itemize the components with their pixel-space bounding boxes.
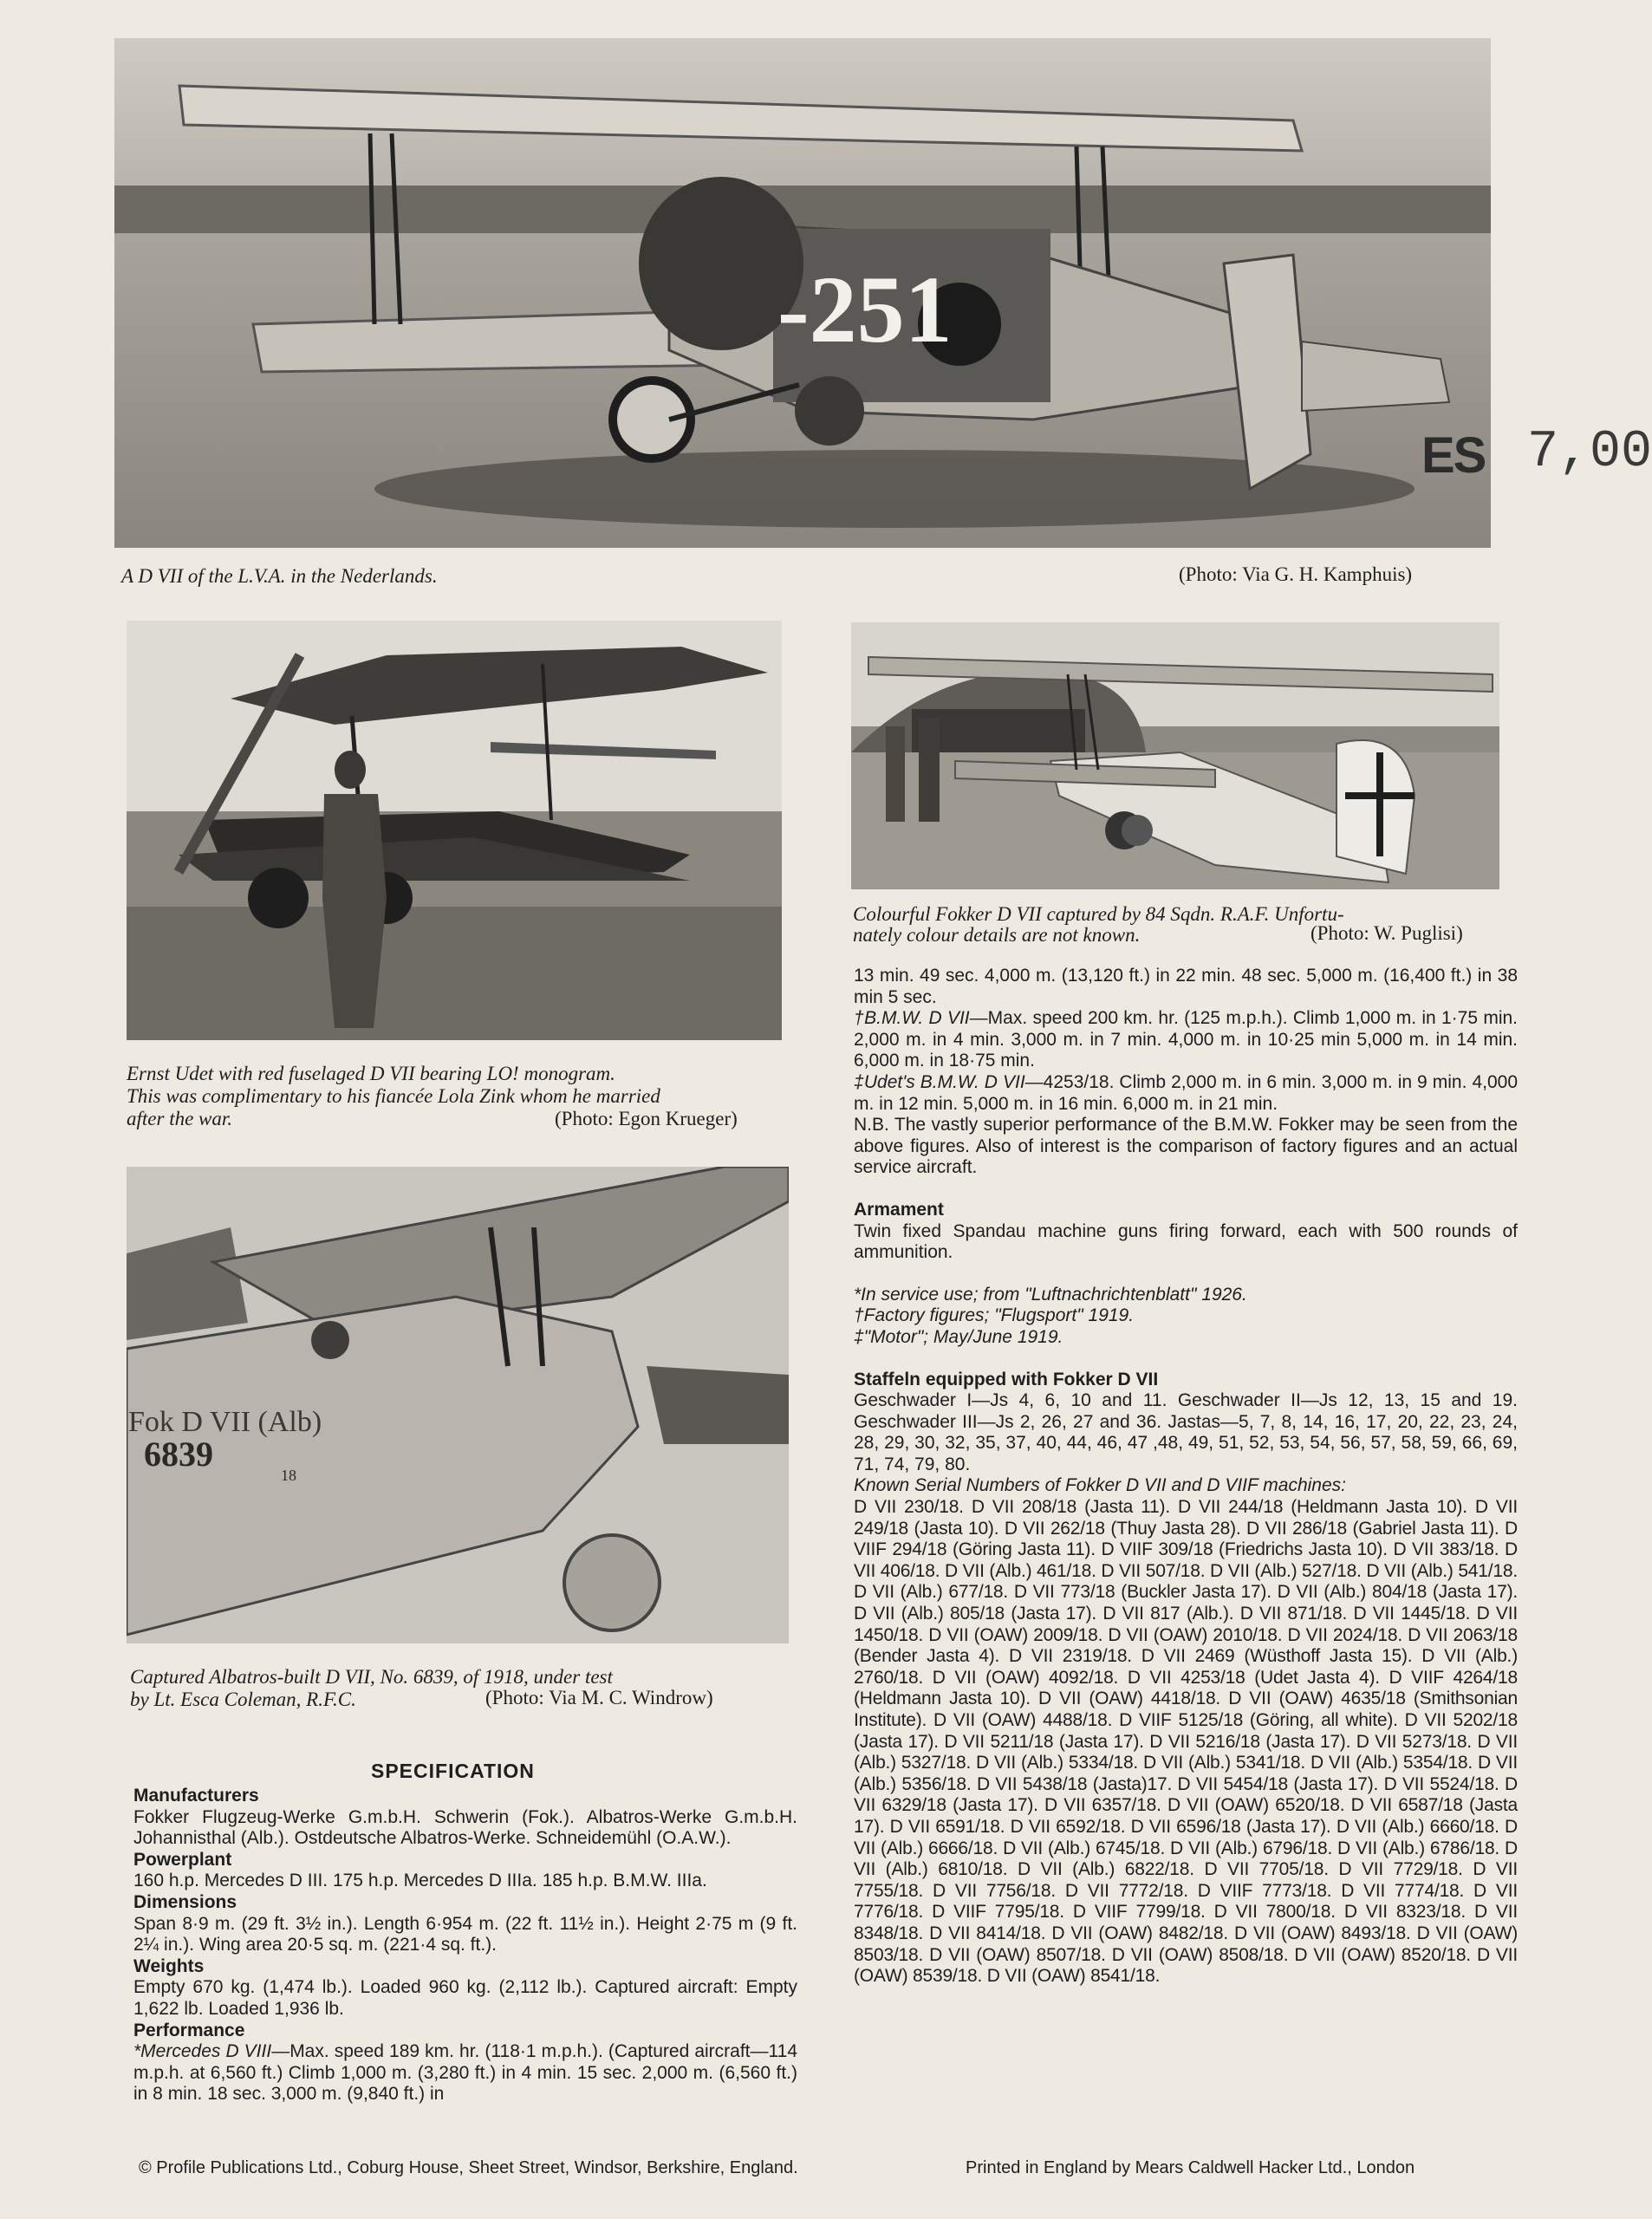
caption-udet-3: after the war. <box>127 1108 233 1129</box>
dealer-stamp: ES <box>1421 427 1486 484</box>
footnote-2: †Factory figures; "Flugsport" 1919. <box>854 1305 1135 1326</box>
performance-label: *Mercedes D VIII <box>133 2041 272 2062</box>
caption-udet-2: This was complimentary to his fiancée Lola Zink whom he married <box>127 1085 660 1107</box>
footer-printer: Printed in England by Mears Caldwell Hacker Ltd., London <box>966 2158 1415 2177</box>
photo-albatros-6839 <box>127 1167 789 1643</box>
dimensions-heading: Dimensions <box>133 1891 237 1912</box>
staffeln-text: Geschwader I—Js 4, 6, 10 and 11. Geschwader II—Js 12, 13, 15 and 19. Geschwader III—Js 2, 26, 27 and 36. Jastas—5, 7, 8, 14, 16, 17, 20, 22, 23, 24, 28, 29, 30, 32, 35, 37, 40, 44, 46, 47 ,48, 49, 51, 52, 53, 54, 56, 57, 58, 59, 66, 69, 71, 74, 79, 80. <box>854 1390 1518 1474</box>
credit-udet: (Photo: Egon Krueger) <box>555 1108 738 1129</box>
performance-heading: Performance <box>133 2020 245 2040</box>
photo-udet <box>127 621 782 1040</box>
bmw-performance <box>854 1008 1518 1072</box>
specification-block <box>133 1786 797 2105</box>
marking-type: Fok D VII (Alb) <box>128 1406 322 1438</box>
armament-heading: Armament <box>854 1199 944 1220</box>
nb-note: N.B. The vastly superior performance of the B.M.W. Fokker may be seen from the above figures. Also of interest is the comparison of factory figures and an actual service aircraft. <box>854 1115 1518 1178</box>
footnote-1: *In service use; from "Luftnachrichtenblatt" 1926. <box>854 1284 1247 1305</box>
photo-84-sqdn <box>851 622 1499 889</box>
staffeln-heading: Staffeln equipped with Fokker D VII <box>854 1369 1159 1389</box>
powerplant-heading: Powerplant <box>133 1849 232 1870</box>
bmw-label: †B.M.W. D VII <box>854 1008 970 1029</box>
marking-serial: 6839 <box>144 1435 213 1474</box>
caption-sqdn-2: nately colour details are not known. <box>853 924 1141 946</box>
powerplant-text: 160 h.p. Mercedes D III. 175 h.p. Mercedes D IIIa. 185 h.p. B.M.W. IIIa. <box>133 1871 707 1891</box>
right-column <box>854 966 1518 1988</box>
caption-udet-1: Ernst Udet with red fuselaged D VII bearing LO! monogram. <box>127 1063 615 1084</box>
caption-albatros-1: Captured Albatros-built D VII, No. 6839, of 1918, under test <box>130 1666 613 1688</box>
spec-title: SPECIFICATION <box>371 1760 535 1782</box>
credit-sqdn: (Photo: W. Puglisi) <box>1311 922 1463 944</box>
armament-text: Twin fixed Spandau machine guns firing forward, each with 500 rounds of ammunition. <box>854 1220 1518 1263</box>
marking-year: 18 <box>281 1467 296 1484</box>
bmw-text: —Max. speed 200 km. hr. (125 m.p.h.). Climb 1,000 m. in 1·75 min. 2,000 m. in 4 min. 3,000 m. in 7 min. 4,000 m. in 10·25 min 5,000 m. in 14 min. 6,000 m. in 18·75 min. <box>854 1008 1519 1071</box>
caption-sqdn-1: Colourful Fokker D VII captured by 84 Sqdn. R.A.F. Unfortu- <box>853 903 1344 925</box>
serials-heading: Known Serial Numbers of Fokker D VII and D VIIF machines: <box>854 1475 1347 1496</box>
udet-text: —4253/18. Climb 2,000 m. in 6 min. 3,000 m. in 9 min. 4,000 m. in 12 min. 5,000 m. in 16 min. 6,000 m. in 21 min. <box>854 1071 1518 1114</box>
manufacturers-text: Fokker Flugzeug-Werke G.m.b.H. Schwerin (Fok.). Albatros-Werke G.m.b.H. Johannisthal (Alb.). Ostdeutsche Albatros-Werke. Schneidemühl (O.A.W.). <box>133 1806 797 1849</box>
price-stamp: 7,00 <box>1527 423 1652 482</box>
aircraft-marking: -251 <box>777 257 953 362</box>
weights-heading: Weights <box>133 1955 205 1976</box>
performance-continued: 13 min. 49 sec. 4,000 m. (13,120 ft.) in 22 min. 48 sec. 5,000 m. (16,400 ft.) in 38 min 5 sec. <box>854 966 1518 1007</box>
caption-top: A D VII of the L.V.A. in the Nederlands. <box>121 565 438 587</box>
footnote-3: ‡"Motor"; May/June 1919. <box>854 1326 1063 1347</box>
manufacturers-heading: Manufacturers <box>133 1786 259 1806</box>
performance-body: —Max. speed 189 km. hr. (118·1 m.p.h.). (Captured aircraft—114 m.p.h. at 6,560 ft.) Climb 1,000 m. (3,280 ft.) in 4 min. 15 sec. 2,000 m. (6,560 ft.) in 8 min. 18 sec. 3,000 m. (9,840 ft.) in <box>133 2041 797 2105</box>
credit-top: (Photo: Via G. H. Kamphuis) <box>1179 563 1413 585</box>
udet-performance <box>854 1072 1518 1115</box>
udet-label: ‡Udet's B.M.W. D VII <box>854 1071 1025 1092</box>
caption-albatros-2: by Lt. Esca Coleman, R.F.C. <box>130 1689 356 1710</box>
serials-text: D VII 230/18. D VII 208/18 (Jasta 11). D VII 244/18 (Heldmann Jasta 10). D VII 249/18 (Jasta 10). D VII 262/18 (Thuy Jasta 28). D VII 286/18 (Gabriel Jasta 11). D VIIF 294/18 (Göring Jasta 11). D VIIF 309/18 (Friedrichs Jasta 10). D VII 383/18. D VII 406/18. D VII (Alb.) 461/18. D VII 507/18. D VII (Alb.) 527/18. D VII (Alb.) 541/18. D VII (Alb.) 677/18. D VII 773/18 (Buckler Jasta 17). D VII (Alb.) 804/18 (Jasta 17). D VII (Alb.) 805/18 (Jasta 17). D VII 817 (Alb.). D VII 871/18. D VII 1445/18. D VII 1450/18. D VII (OAW) 2009/18. D VII (OAW) 2010/18. D VII 2024/18. D VII 2063/18 (Bender Jasta 4). D VII 2319/18. D VII 2469 (Wüsthoff Jasta 15). D VII (Alb.) 2760/18. D VII (OAW) 4092/18. D VII 4253/18 (Udet Jasta 4). D VIIF 4264/18 (Heldmann Jasta 10). D VII (OAW) 4418/18. D VII (OAW) 4635/18 (Smithsonian Institute). D VII (OAW) 4488/18. D VIIF 5125/18 (Göring, all white). D VII 5202/18 (Jasta 17). D VII 5211/18 (Jasta 17). D VII 5216/18 (Jasta 17). D VII 5273/18. D VII (Alb.) 5327/18. D VII (Alb.) 5334/18. D VII (Alb.) 5341/18. D VII (Alb.) 5354/18. D VII (Alb.) 5356/18. D VII 5438/18 (Jasta)17. D VII 5454/18 (Jasta 17). D VII 5524/18. D VII 6329/18 (Jasta 17). D VII 6357/18. D VII (OAW) 6520/18. D VII 6587/18 (Jasta 17). D VII 6591/18. D VII 6592/18. D VII 6596/18 (Jasta 17). D VII (Alb.) 6660/18. D VII (Alb.) 6666/18. D VII (Alb.) 6745/18. D VII (Alb.) 6796/18. D VII (Alb.) 6786/18. D VII (Alb.) 6810/18. D VII (Alb.) 6822/18. D VII 7705/18. D VII 7729/18. D VII 7755/18. D VII 7756/18. D VII 7772/18. D VIIF 7773/18. D VII 7774/18. D VII 7776/18. D VIIF 7795/18. D VIIF 7799/18. D VII 7800/18. D VII 8323/18. D VII 8348/18. D VII 8414/18. D VII (OAW) 8482/18. D VII (OAW) 8493/18. D VII (OAW) 8503/18. D VII (OAW) 8507/18. D VII (OAW) 8508/18. D VII (OAW) 8520/18. D VII (OAW) 8539/18. D VII (OAW) 8541/18. <box>854 1497 1518 1987</box>
performance-text <box>133 2041 797 2105</box>
photo-dutch-d7 <box>114 38 1491 548</box>
dimensions-text: Span 8·9 m. (29 ft. 3½ in.). Length 6·954 m. (22 ft. 11½ in.). Height 2·75 m (9 ft. 2¼ in.). Wing area 20·5 sq. m. (221·4 sq. ft.). <box>133 1913 797 1955</box>
footer-publisher: © Profile Publications Ltd., Coburg House, Sheet Street, Windsor, Berkshire, England. <box>139 2158 798 2177</box>
credit-albatros: (Photo: Via M. C. Windrow) <box>485 1687 713 1708</box>
weights-text: Empty 670 kg. (1,474 lb.). Loaded 960 kg. (2,112 lb.). Captured aircraft: Empty 1,622 lb. Loaded 1,936 lb. <box>133 1977 797 2019</box>
